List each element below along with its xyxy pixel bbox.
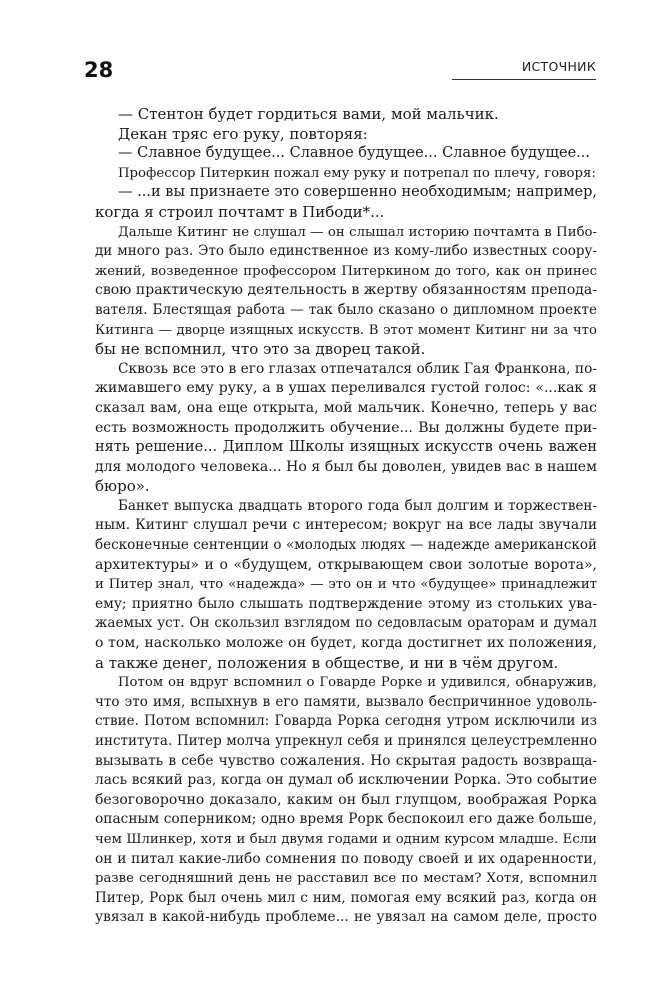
text-line: бесконечные сентенции о «молодых людях — надежде американской bbox=[95, 537, 597, 554]
header-rule bbox=[452, 79, 596, 80]
text-line: нять решение... Диплом Школы изящных искусств очень важен bbox=[95, 439, 597, 456]
text-line: он и питал какие-либо сомнения по поводу своей и их одаренности, bbox=[95, 850, 597, 867]
text-line: архитектуры» и о «будущем, открывающем свои золотые ворота», bbox=[95, 556, 597, 573]
text-line: жаемых уст. Он скользил взглядом по седовласым ораторам и думал bbox=[95, 615, 597, 632]
text-line: ди много раз. Это было единственное из кому-либо известных соору- bbox=[95, 243, 597, 260]
text-line: Потом он вдруг вспомнил о Говарде Рорке и удивился, обнаружив, bbox=[118, 675, 597, 691]
text-line: увязал в какой-нибудь проблеме... не увязал на самом деле, просто bbox=[95, 909, 597, 926]
text-line: — Славное будущее... Славное будущее... Славное будущее... bbox=[118, 145, 590, 162]
text-line: вызывать в себе чувство сожаления. Но скрытая радость возвраща- bbox=[95, 752, 597, 769]
text-line: разве сегодняшний день не расставил все по местам? Хотя, вспомнил bbox=[95, 871, 597, 887]
text-line: бюро». bbox=[95, 477, 150, 496]
text-line: есть возможность продолжить обучение... Вы должны будете при- bbox=[95, 419, 597, 436]
text-line: ствие. Потом вспомнил: Говарда Рорка сегодня утром исключили из bbox=[95, 713, 597, 730]
text-line: Сквозь все это в его глазах отпечатался облик Гая Франкона, по- bbox=[118, 360, 597, 377]
body-text bbox=[95, 105, 597, 928]
text-line: свою практическую деятельность в жертву обязанностям препода- bbox=[95, 282, 597, 299]
text-line: Банкет выпуска двадцать второго года был долгим и торжествен- bbox=[118, 497, 597, 514]
page-header bbox=[0, 0, 672, 90]
text-line: жений, возведенное профессором Питеркином до того, как он принес bbox=[95, 263, 597, 279]
text-line: бы не вспомнил, что это за дворец такой. bbox=[95, 340, 426, 359]
text-line: безоговорочно доказало, каким он был глупцом, воображая Рорка bbox=[95, 791, 597, 808]
text-line: когда я строил почтамт в Пибоди*... bbox=[95, 202, 385, 221]
text-line: а также денег, положения в обществе, и ни в чём другом. bbox=[95, 653, 559, 672]
text-line: сказал вам, она еще открыта, мой мальчик. Конечно, теперь у вас bbox=[95, 399, 597, 416]
text-line: вателя. Блестящая работа — так было сказано о дипломном проекте bbox=[95, 301, 597, 318]
text-line: Китинга — дворце изящных искусств. В этот момент Китинг ни за что bbox=[95, 322, 597, 338]
text-line: Профессор Питеркин пожал ему руку и потрепал по плечу, говоря: bbox=[118, 165, 596, 181]
text-line: — ...и вы признаете это совершенно необходимым; например, bbox=[118, 184, 597, 201]
text-line: Декан тряс его руку, повторяя: bbox=[118, 124, 368, 143]
text-line: Питер, Рорк был очень мил с ним, помогая ему всякий раз, когда он bbox=[95, 889, 597, 906]
text-line: — Стентон будет гордиться вами, мой мальчик. bbox=[118, 105, 499, 123]
text-line: что это имя, вспыхнув в его памяти, вызвало беспричинное удоволь- bbox=[95, 693, 597, 710]
text-line: Дальше Китинг не слушал — он слышал историю почтамта в Пибо- bbox=[118, 224, 597, 240]
text-line: ему; приятно было слышать подтверждение этому из стольких ува- bbox=[95, 595, 597, 612]
text-line: института. Питер молча упрекнул себя и принялся целеустремленно bbox=[95, 733, 597, 749]
running-title: ИСТОЧНИК bbox=[521, 59, 596, 74]
page-number: 28 bbox=[84, 58, 114, 82]
text-line: о том, насколько моложе он будет, когда достигнет их положения, bbox=[95, 635, 597, 652]
text-line: опасным соперником; одно время Рорк беспокоил его даже больше, bbox=[95, 811, 597, 828]
text-line: чем Шлинкер, хотя и был двумя годами и одним курсом младше. Если bbox=[95, 831, 597, 847]
text-line: жимавшего ему руку, а в ушах переливался густой голос: «...как я bbox=[95, 380, 597, 397]
text-line: для молодого человека... Но я был бы доволен, увидев вас в нашем bbox=[95, 458, 597, 475]
text-line: ным. Китинг слушал речи с интересом; вокруг на все лады звучали bbox=[95, 517, 597, 534]
text-line: и Питер знал, что «надежда» — это он и что «будущее» принадлежит bbox=[95, 577, 597, 593]
text-line: лась всякий раз, когда он думал об исключении Рорка. Это событие bbox=[95, 772, 597, 789]
